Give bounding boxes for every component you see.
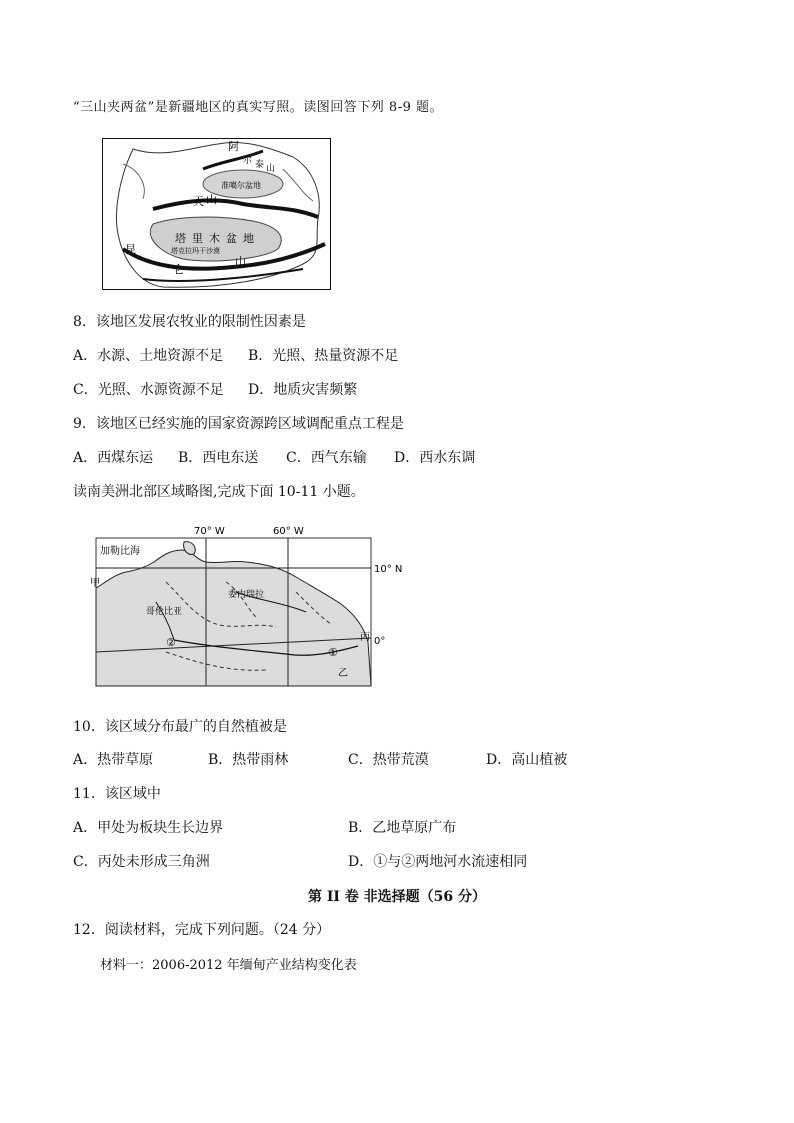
map1-label-kunlun-c: 山 [235,255,246,268]
q12-stem: 12．阅读材料，完成下列问题。（24 分） [73,922,331,938]
q11-stem: 11．该区域中 [73,786,161,802]
q9-option-b: B．西电东送 [178,450,259,466]
map1-label-tian-b: 山 [206,193,217,206]
xinjiang-map-drawing [103,139,330,289]
map1-label-taklimakan: 塔克拉玛干沙漠 [171,247,220,255]
q8-option-b: B．光照、热量资源不足 [248,348,399,364]
q8-option-d: D．地质灾害频繁 [248,382,358,398]
q11-option-b: B．乙地草原广布 [348,820,457,836]
q9-option-c: C．西气东输 [286,450,367,466]
map2-jia: 甲 [90,578,100,589]
map2-bing: 丙 [360,632,370,643]
q9-option-a: A．西煤东运 [73,450,154,466]
xinjiang-map [102,138,331,290]
south-america-map [90,522,406,690]
map1-label-kunlun-a: 昆 [125,243,136,256]
map2-circle-2: ② [166,636,176,649]
map2-caribbean: 加勒比海 [100,546,140,557]
intro-south-america: 读南美洲北部区域略图,完成下面 10-11 小题。 [73,484,365,500]
map1-label-altai-c: 泰 [255,160,265,170]
map1-label-altai-a: 阿 [228,140,239,153]
map1-label-kunlun-b: 仑 [173,263,184,276]
map1-label-tarim-d: 盆 [226,232,237,245]
q11-option-d: D．①与②两地河水流速相同 [348,854,528,870]
q8-option-a: A．水源、土地资源不足 [73,348,224,364]
q8-option-c: C．光照、水源资源不足 [73,382,224,398]
map1-label-tarim-c: 木 [209,232,220,245]
map2-lat-10n: 10° N [374,564,403,575]
q10-stem: 10．该区域分布最广的自然植被是 [73,719,287,735]
q10-option-b: B．热带雨林 [208,752,289,768]
map1-label-altai-d: 山 [266,164,276,174]
q11-option-c: C．丙处未形成三角洲 [73,854,210,870]
map2-yi: 乙 [338,668,348,679]
map1-label-tarim-a: 塔 [175,232,186,245]
map2-lon-70w: 70° W [194,526,225,537]
map1-label-tian-a: 天 [193,195,204,208]
q12-material-1: 材料一：2006-2012 年缅甸产业结构变化表 [100,958,357,973]
q9-stem: 9．该地区已经实施的国家资源跨区域调配重点工程是 [73,416,404,432]
q11-option-a: A．甲处为板块生长边界 [73,820,224,836]
q10-option-a: A．热带草原 [73,752,154,768]
intro-xinjiang: “三山夹两盆”是新疆地区的真实写照。读图回答下列 8-9 题。 [73,100,443,115]
map2-colombia: 哥伦比亚 [146,607,183,617]
map2-circle-1: ① [328,646,338,659]
map1-label-altai-b: 尔 [243,156,253,166]
q8-stem: 8．该地区发展农牧业的限制性因素是 [73,314,306,330]
q9-option-d: D．西水东调 [394,450,476,466]
q10-option-c: C．热带荒漠 [348,752,429,768]
map1-label-tarim-b: 里 [192,232,203,245]
map2-lat-0: 0° [374,636,386,647]
map1-label-junggar: 准噶尔盆地 [221,181,261,190]
map2-lon-60w: 60° W [273,526,304,537]
map1-label-tarim-e: 地 [243,232,254,245]
q10-option-d: D．高山植被 [486,752,568,768]
section-2-title: 第 II 卷 非选择题（56 分） [307,889,487,905]
south-america-map-drawing [90,522,406,690]
map2-venezuela: 委内瑞拉 [228,590,265,600]
